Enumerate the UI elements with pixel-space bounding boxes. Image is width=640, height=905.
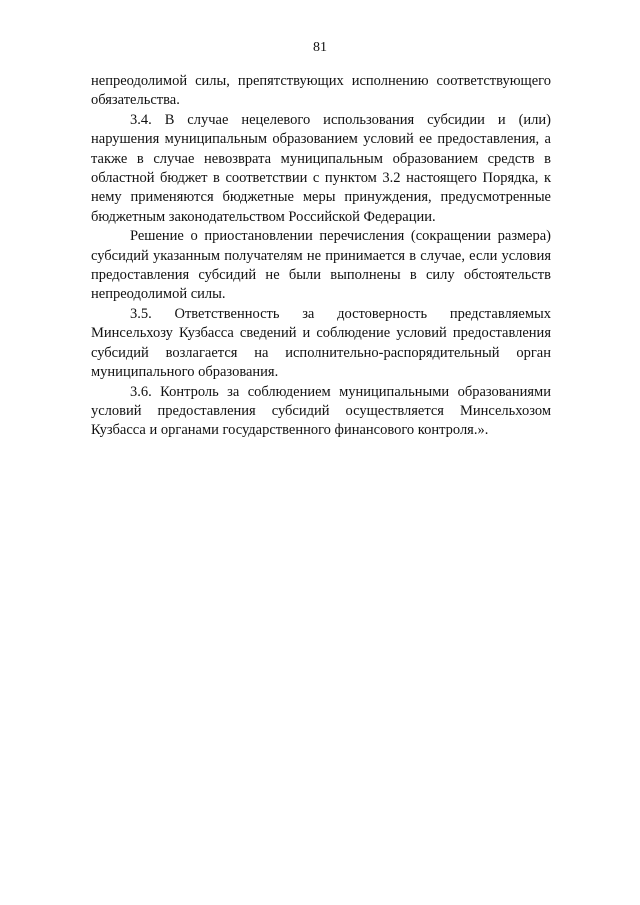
paragraph-continuation: непреодолимой силы, препятствующих исполнению соответствующего обязательства.: [91, 73, 551, 109]
paragraph-3-4: 3.4. В случае нецелевого использования субсидии и (или) нарушения муниципальным образованием условий ее предоставления, а также в случае невозврата муниципальным образованием средств в областной бюджет в соответствии с пунктом 3.2 настоящего Порядка, к нему применяются бюджетные меры принуждения, предусмотренные бюджетным законодательством Российской Федерации.: [91, 111, 551, 225]
paragraph-3-6: 3.6. Контроль за соблюдением муниципальными образованиями условий предоставления субсидий осуществляется Минсельхозом Кузбасса и органами государственного финансового контроля.».: [91, 383, 551, 439]
paragraph-suspension-decision: Решение о приостановлении перечисления (сокращении размера) субсидий указанным получателям не принимается в случае, если условия предоставления субсидий не были выполнены в силу обстоятельств непреодолимой силы.: [91, 228, 551, 303]
page-number: 81: [313, 40, 327, 55]
paragraph-3-5: 3.5. Ответственность за достоверность представляемых Минсельхозу Кузбасса сведений и соблюдение условий предоставления субсидий возлагается на исполнительно-распорядительный орган муниципального образования.: [91, 305, 551, 381]
document-body: [91, 72, 551, 441]
